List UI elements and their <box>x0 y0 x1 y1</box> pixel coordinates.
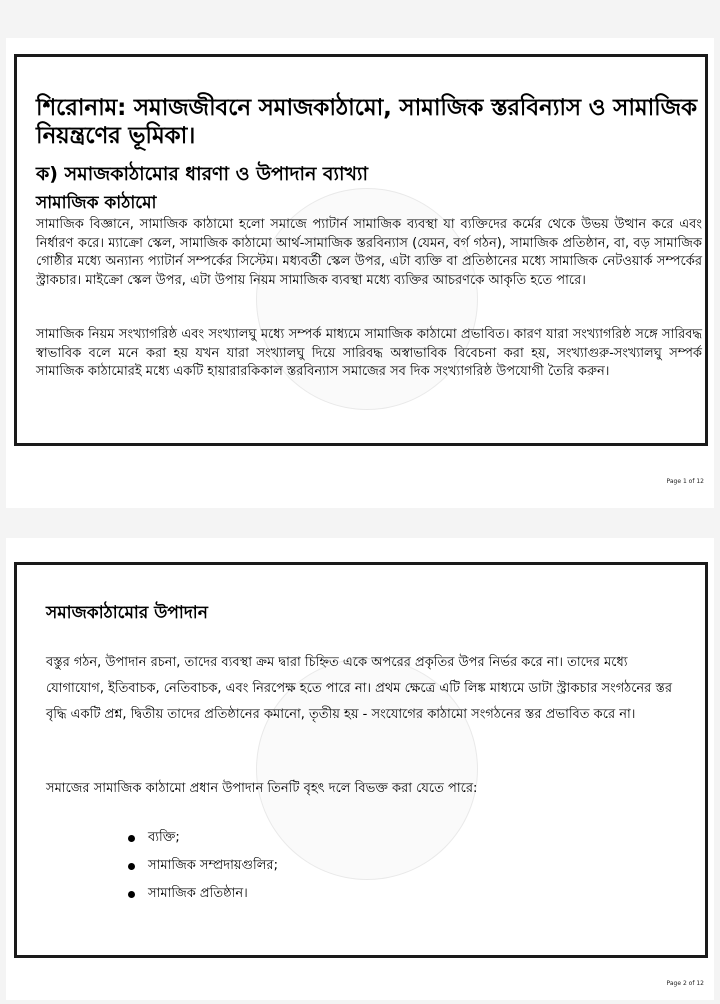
list-item <box>124 824 278 852</box>
list-item <box>124 852 278 880</box>
paragraph: বস্তুর গঠন, উপাদান রচনা, তাদের ব্যবস্থা ক্রম দ্বারা চিহ্নিত একে অপরের প্রকৃতির উপর নির্ভর করে না। তাদের মধ্যে যোগাযোগ, ইতিবাচক, নেতিবাচক, এবং নিরপেক্ষ হতে পারে না। প্রথম ক্ষেত্রে এটি লিঙ্ক মাধ্যমে ডাটা স্ট্রাকচার সংগঠনের স্তর বৃদ্ধি একটি প্রশ্ন, দ্বিতীয় তাদের প্রতিষ্ঠানের কমানো, তৃতীয় হয় - সংযোগের কাঠামো সংগঠনের স্তর প্রভাবিত করে না। <box>46 655 672 722</box>
document-page-2 <box>6 538 714 1000</box>
page-number: Page 2 of 12 <box>666 980 704 987</box>
section-heading: সমাজকাঠামোর উপাদান <box>46 603 208 623</box>
paragraph: সমাজের সামাজিক কাঠামো প্রধান উপাদান তিনটি বৃহৎ দলে বিভক্ত করা যেতে পারে: <box>46 781 478 796</box>
list-item-text: সামাজিক প্রতিষ্ঠান। <box>148 886 248 901</box>
document-title: শিরোনাম: সমাজজীবনে সমাজকাঠামো, সামাজিক স্তরবিন্যাস ও সামাজিক নিয়ন্ত্রণের ভূমিকা। <box>36 95 697 149</box>
list-item-text: সামাজিক সম্প্রদায়গুলির; <box>148 858 278 873</box>
paragraph: সামাজিক নিয়ম সংখ্যাগরিষ্ঠ এবং সংখ্যালঘু মধ্যে সম্পর্ক মাধ্যমে সামাজিক কাঠামো প্রভাবিত। কারণ যারা সংখ্যাগরিষ্ঠ সঙ্গে সারিবদ্ধ স্বাভাবিক বলে মনে করা হয় যখন যারা সংখ্যালঘু দিয়ে সারিবদ্ধ অস্বাভাবিক বিবেচনা করা হয়, সংখ্যাগুরু-সংখ্যালঘু সম্পর্ক সামাজিক কাঠামোরই মধ্যে একটি হায়ারারকিকাল স্তরবিন্যাস সমাজের সব দিক সংখ্যাগরিষ্ঠ উপযোগী তৈরি করুন। <box>36 327 702 379</box>
page-number: Page 1 of 12 <box>666 478 704 485</box>
list-item <box>124 880 278 908</box>
bullet-icon <box>128 835 135 842</box>
section-heading: ক) সমাজকাঠামোর ধারণা ও উপাদান ব্যাখ্যা <box>36 163 368 185</box>
subsection-heading: সামাজিক কাঠামো <box>36 193 157 213</box>
document-page-1 <box>6 38 714 508</box>
bullet-list <box>124 824 278 908</box>
bullet-icon <box>128 863 135 870</box>
bullet-icon <box>128 891 135 898</box>
paragraph: সামাজিক বিজ্ঞানে, সামাজিক কাঠামো হলো সমাজে প্যাটার্ন সামাজিক ব্যবস্থা যা ব্যক্তিদের কর্মের থেকে উভয় উত্থান করে এবং নির্ধারণ করে। ম্যাক্রো স্কেল, সামাজিক কাঠামো আর্থ-সামাজিক স্তরবিন্যাস (যেমন, বর্গ গঠন), সামাজিক প্রতিষ্ঠান, বা, বড় সামাজিক গোষ্ঠীর মধ্যে অন্যান্য প্যাটার্ন সম্পর্কের সিস্টেম। মধ্যবর্তী স্কেল উপর, এটা ব্যক্তি বা প্রতিষ্ঠানের মধ্যে সামাজিক নেটওয়ার্ক সম্পর্কের স্ট্রাকচার। মাইক্রো স্কেল উপর, এটা উপায় নিয়ম সামাজিক ব্যবস্থা মধ্যে ব্যক্তির আচরণকে আকৃতি হতে পারে। <box>36 217 702 288</box>
list-item-text: ব্যক্তি; <box>148 830 180 845</box>
